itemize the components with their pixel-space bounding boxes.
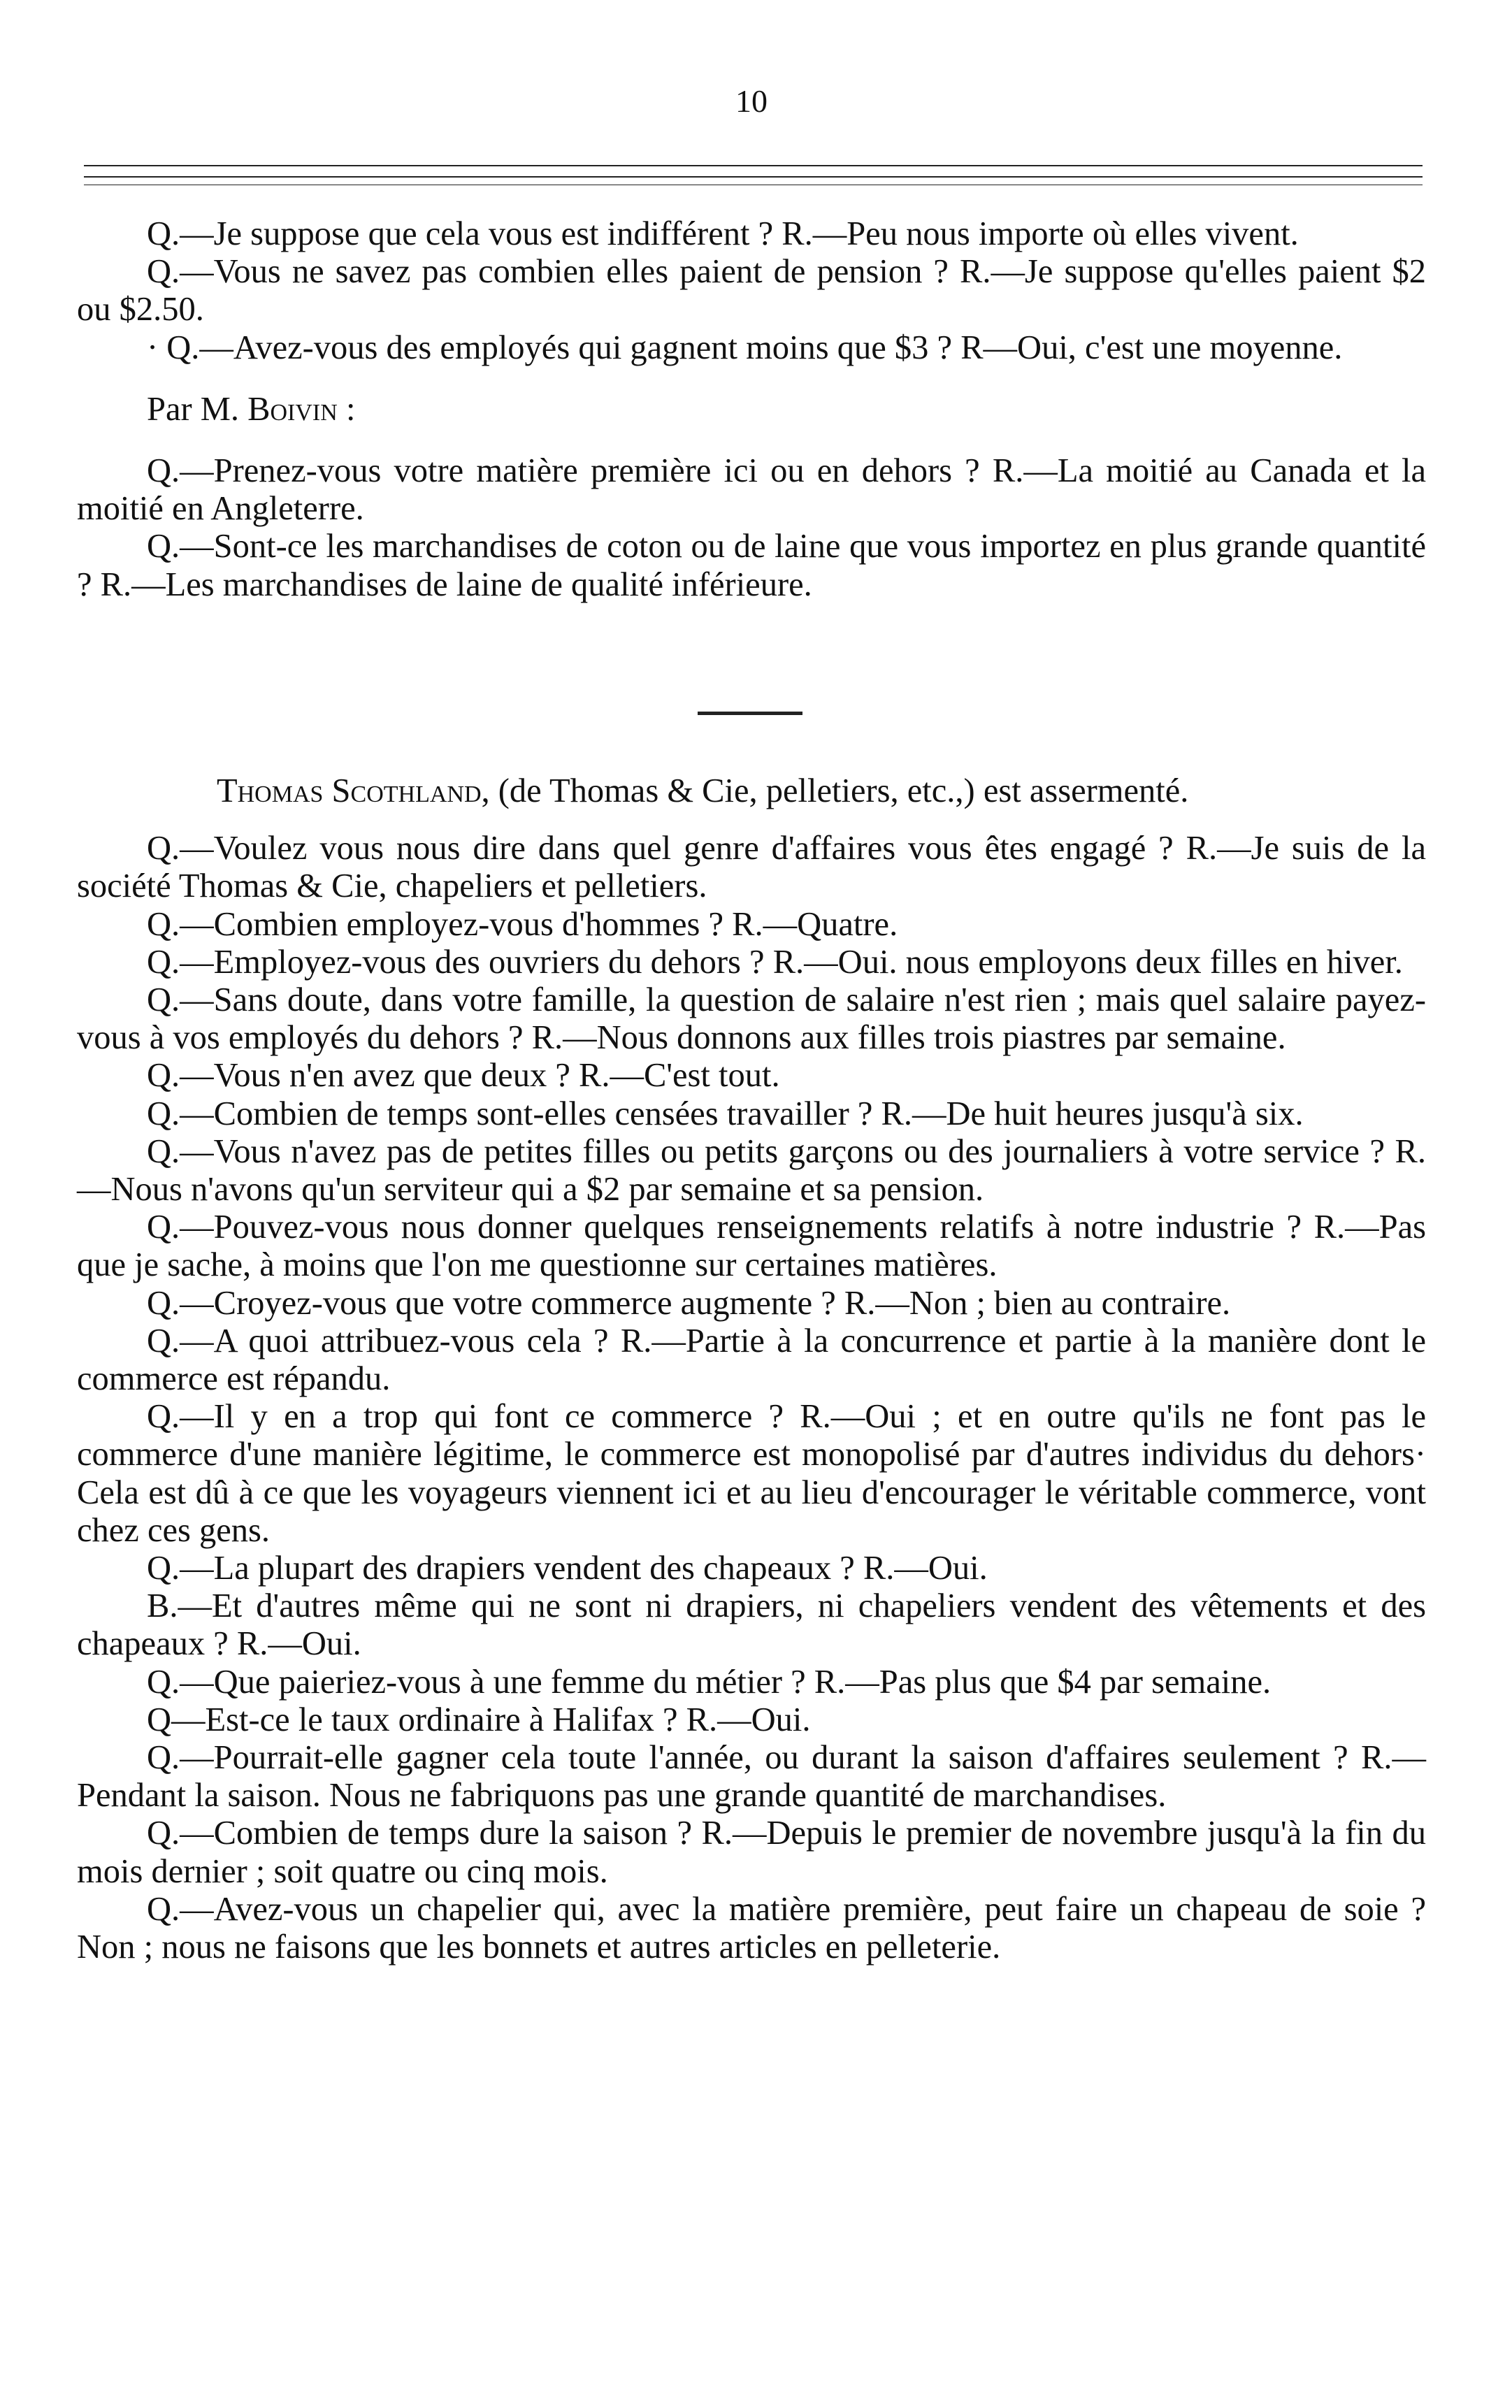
witness-heading [77, 772, 1426, 810]
qa-paragraph: · Q.—Avez-vous des employés qui gagnent moins que $3 ? R—Oui, c'est une moyenne. [147, 329, 1343, 366]
header-rule [84, 176, 1423, 178]
qa-paragraph: Q—Est-ce le taux ordinaire à Halifax ? R.—Oui. [147, 1701, 811, 1738]
qa-paragraph: Q.—Vous n'en avez que deux ? R.—C'est tout. [147, 1057, 780, 1095]
qa-paragraph: Q.—Croyez-vous que votre commerce augmente ? R.—Non ; bien au contraire. [147, 1284, 1231, 1322]
qa-paragraph: Q.—Avez-vous un chapelier qui, avec la matière première, peut faire un chapeau de soie ? Non ; nous ne faisons que les bonnets et autres articles en pelleterie. [77, 1890, 1426, 1966]
qa-paragraph: Q.—Vous n'avez pas de petites filles ou petits garçons ou des journaliers à votre service ? R.—Nous n'avons qu'un serviteur qui a $2 par semaine et sa pension. [77, 1132, 1426, 1209]
page-number: 10 [735, 83, 768, 119]
qa-paragraph: Q.—Combien de temps sont-elles censées travailler ? R.—De huit heures jusqu'à six. [147, 1095, 1304, 1132]
section-divider [698, 712, 802, 715]
testimony-section-1 [77, 215, 1426, 604]
qa-paragraph: Q.—Il y en a trop qui font ce commerce ? R.—Oui ; et en outre qu'ils ne font pas le commerce d'une manière légitime, le commerce est monopolisé par d'autres individus du dehors· Cela est dû à ce que les voyageurs viennent ici et au lieu d'encourager le véritable commerce, vont chez ces gens. [77, 1398, 1426, 1549]
qa-paragraph: Q.—Employez-vous des ouvriers du dehors ? R.—Oui. nous employons deux filles en hiver. [147, 943, 1403, 981]
qa-paragraph: Q.—Que paieriez-vous à une femme du métier ? R.—Pas plus que $4 par semaine. [147, 1663, 1272, 1701]
qa-paragraph: Q.—Je suppose que cela vous est indifférent ? R.—Peu nous importe où elles vivent. [147, 215, 1299, 252]
qa-paragraph: Q.—Combien de temps dure la saison ? R.—Depuis le premier de novembre jusqu'à la fin du mois dernier ; soit quatre ou cinq mois. [77, 1815, 1426, 1890]
qa-paragraph: Q.—Pourrait-elle gagner cela toute l'année, ou durant la saison d'affaires seulement ? R.—Pendant la saison. Nous ne fabriquons pas une grande quantité de marchandises. [77, 1739, 1426, 1815]
qa-paragraph: Q.—A quoi attribuez-vous cela ? R.—Partie à la concurrence et partie à la manière dont le commerce est répandu. [77, 1322, 1426, 1398]
speaker-suffix: : [337, 390, 356, 428]
header-rule [84, 165, 1423, 166]
witness-description: (de Thomas & Cie, pelletiers, etc.,) est assermenté. [489, 772, 1189, 809]
witness-name: Thomas Scothland, [217, 772, 490, 809]
qa-paragraph: Q.—Sans doute, dans votre famille, la question de salaire n'est rien ; mais quel salaire payez-vous à vos employés du dehors ? R.—Nous donnons aux filles trois piastres par semaine. [77, 981, 1426, 1057]
testimony-section-2 [77, 772, 1426, 1966]
qa-paragraph: B.—Et d'autres même qui ne sont ni drapiers, ni chapeliers vendent des vêtements et des chapeaux ? R.—Oui. [77, 1587, 1426, 1663]
speaker-heading [77, 391, 1426, 428]
qa-paragraph: Q.—Pouvez-vous nous donner quelques renseignements relatifs à notre industrie ? R.—Pas que je sache, à moins que l'on me questionne sur certaines matières. [77, 1209, 1426, 1284]
qa-paragraph: Q.—Vous ne savez pas combien elles paient de pension ? R.—Je suppose qu'elles paient $2 ou $2.50. [77, 253, 1426, 329]
qa-paragraph: Q.—Voulez vous nous dire dans quel genre d'affaires vous êtes engagé ? R.—Je suis de la société Thomas & Cie, chapeliers et pelletiers. [77, 830, 1426, 905]
qa-paragraph: Q.—Sont-ce les marchandises de coton ou de laine que vous importez en plus grande quantité ? R.—Les marchandises de laine de qualité inférieure. [77, 528, 1426, 603]
qa-paragraph: Q.—La plupart des drapiers vendent des chapeaux ? R.—Oui. [147, 1550, 988, 1587]
speaker-prefix: Par M. [147, 390, 248, 428]
qa-paragraph: Q.—Combien employez-vous d'hommes ? R.—Quatre. [147, 905, 898, 943]
document-page [77, 0, 1426, 2408]
speaker-name: Boivin [247, 390, 338, 428]
qa-paragraph: Q.—Prenez-vous votre matière première ici ou en dehors ? R.—La moitié au Canada et la moitié en Angleterre. [77, 452, 1426, 528]
